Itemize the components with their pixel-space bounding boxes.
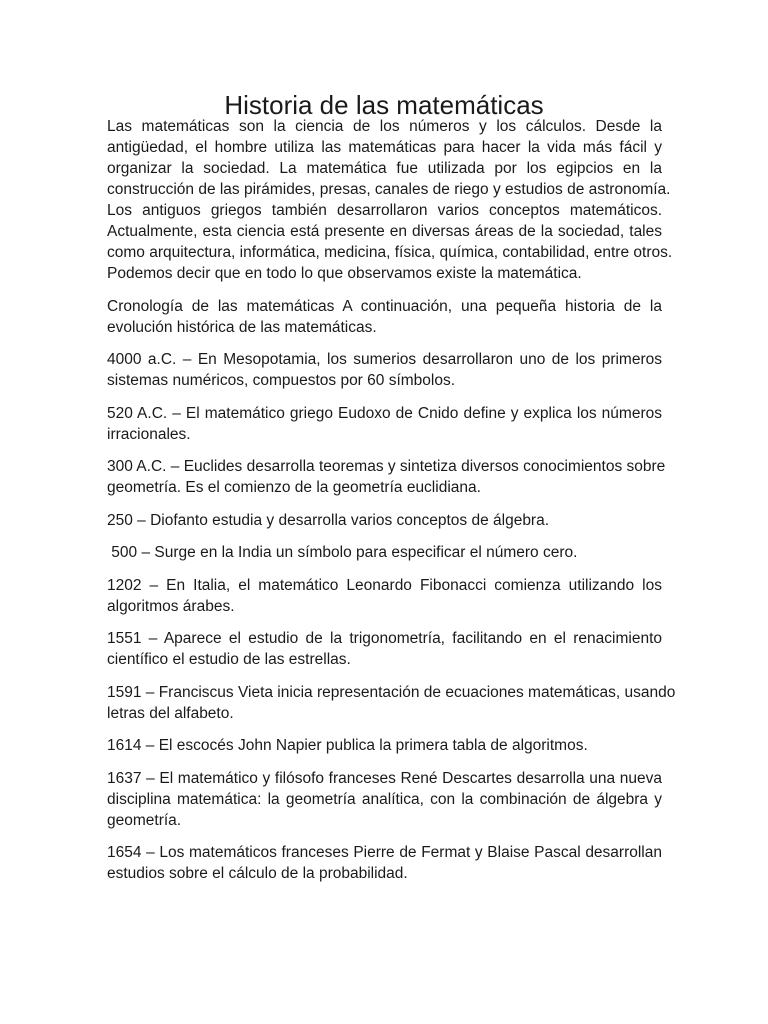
- timeline-entry: [107, 349, 662, 391]
- text-line: 1614 – El escocés John Napier publica la primera tabla de algoritmos.: [107, 737, 588, 754]
- document-title: Historia de las matemáticas: [224, 90, 544, 120]
- text-line: geometría.: [107, 811, 182, 829]
- timeline-entry: [107, 682, 676, 724]
- text-line: como arquitectura, informática, medicina, física, química, contabilidad, entre otros.: [107, 244, 673, 261]
- text-line: 1591 – Franciscus Vieta inicia representación de ecuaciones matemáticas, usando: [107, 683, 676, 701]
- text-line: científico el estudio de las estrellas.: [107, 651, 351, 668]
- timeline-entry: [107, 456, 666, 498]
- timeline-entry: [107, 628, 662, 670]
- document-body: [107, 116, 676, 896]
- text-line: Actualmente, esta ciencia está presente en diversas áreas de la sociedad, tales: [107, 223, 662, 240]
- text-line: evolución histórica de las matemáticas.: [107, 318, 377, 336]
- timeline-entry: [107, 510, 662, 531]
- text-line: 1654 – Los matemáticos franceses Pierre de Fermat y Blaise Pascal desarrollan: [107, 844, 662, 861]
- text-line: geometría. Es el comienzo de la geometría euclidiana.: [107, 479, 481, 496]
- text-line: Los antiguos griegos también desarrollaron varios conceptos matemáticos.: [107, 202, 662, 219]
- chronology-intro-paragraph: [107, 296, 662, 338]
- timeline-entry: [107, 403, 662, 445]
- text-line: 250 – Diofanto estudia y desarrolla varios conceptos de álgebra.: [107, 511, 550, 529]
- text-line: Cronología de las matemáticas A continuación, una pequeña historia de la: [107, 297, 662, 315]
- timeline-entry: [107, 735, 662, 756]
- timeline-entry: [107, 842, 662, 884]
- text-line: disciplina matemática: la geometría analítica, con la combinación de álgebra y: [107, 790, 662, 808]
- text-line: construcción de las pirámides, presas, canales de riego y estudios de astronomía.: [107, 181, 671, 198]
- text-line: 1202 – En Italia, el matemático Leonardo Fibonacci comienza utilizando los: [107, 576, 662, 594]
- timeline-entry: [107, 542, 662, 563]
- text-line: irracionales.: [107, 425, 191, 443]
- text-line: Podemos decir que en todo lo que observamos existe la matemática.: [107, 265, 582, 282]
- text-line: letras del alfabeto.: [107, 704, 234, 722]
- timeline-entry: [107, 768, 662, 831]
- intro-paragraph: [107, 116, 673, 284]
- text-line: organizar la sociedad. La matemática fue utilizada por los egipcios en la: [107, 160, 662, 177]
- text-line: 520 A.C. – El matemático griego Eudoxo de Cnido define y explica los números: [107, 404, 662, 422]
- text-line: algoritmos árabes.: [107, 597, 235, 615]
- text-line: antigüedad, el hombre utiliza las matemáticas para hacer la vida más fácil y: [107, 139, 662, 156]
- text-line: 500 – Surge en la India un símbolo para especificar el número cero.: [107, 544, 578, 561]
- text-line: 4000 a.C. – En Mesopotamia, los sumerios desarrollaron uno de los primeros: [107, 351, 662, 368]
- text-line: 1637 – El matemático y filósofo franceses René Descartes desarrolla una nueva: [107, 769, 662, 787]
- timeline-entry: [107, 575, 662, 617]
- text-line: 1551 – Aparece el estudio de la trigonometría, facilitando en el renacimiento: [107, 630, 662, 647]
- text-line: sistemas numéricos, compuestos por 60 símbolos.: [107, 372, 456, 389]
- text-line: Las matemáticas son la ciencia de los números y los cálculos. Desde la: [107, 118, 662, 135]
- text-line: 300 A.C. – Euclides desarrolla teoremas y sintetiza diversos conocimientos sobre: [107, 458, 666, 475]
- text-line: estudios sobre el cálculo de la probabilidad.: [107, 865, 408, 882]
